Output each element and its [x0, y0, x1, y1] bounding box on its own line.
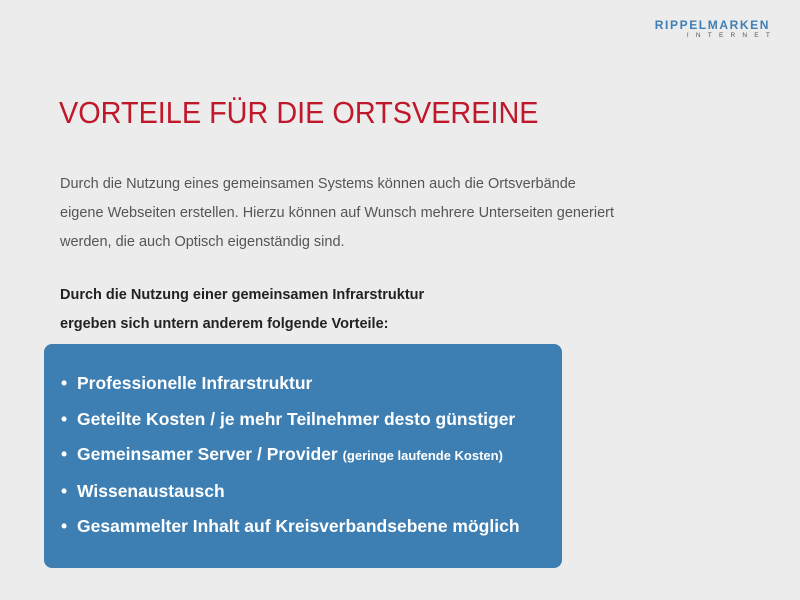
- benefit-item: [61, 474, 562, 510]
- benefit-text: Geteilte Kosten / je mehr Teilnehmer desto günstiger: [77, 408, 516, 429]
- benefits-list: [61, 366, 562, 545]
- logo-brand: RIPPELMARKEN: [654, 18, 770, 32]
- bullet-icon: •: [61, 444, 68, 464]
- intro-line: eigene Webseiten erstellen. Hierzu können auf Wunsch mehrere Unterseiten generiert: [60, 205, 614, 221]
- benefits-intro: [60, 281, 660, 339]
- benefits-box: [44, 344, 562, 568]
- benefit-item: [61, 366, 562, 402]
- bullet-icon: •: [61, 408, 68, 429]
- intro-paragraph: [60, 170, 660, 257]
- intro-line: werden, die auch Optisch eigenständig sind.: [60, 234, 345, 250]
- benefit-item: [61, 437, 562, 474]
- benefit-note: (geringe laufende Kosten): [342, 448, 503, 463]
- bullet-icon: •: [61, 516, 68, 536]
- benefit-text: Wissenaustausch: [77, 480, 225, 501]
- rippelmarken-logo: [654, 18, 777, 40]
- benefit-text: Professionelle Infrarstruktur: [77, 373, 313, 393]
- slide-title: VORTEILE FÜR DIE ORTSVEREINE: [59, 95, 539, 130]
- benefits-intro-line: Durch die Nutzung einer gemeinsamen Infrarstruktur: [60, 287, 425, 303]
- bullet-icon: •: [61, 373, 68, 393]
- intro-line: Durch die Nutzung eines gemeinsamen Systems können auch die Ortsverbände: [60, 176, 576, 192]
- logo-tagline: INTERNET: [686, 32, 777, 39]
- benefit-item: [61, 509, 562, 545]
- benefit-text: Gemeinsamer Server / Provider: [77, 444, 338, 464]
- benefits-intro-line: ergeben sich untern anderem folgende Vorteile:: [60, 316, 389, 332]
- benefit-item: [61, 402, 562, 438]
- bullet-icon: •: [61, 480, 68, 501]
- benefit-text: Gesammelter Inhalt auf Kreisverbandsebene möglich: [77, 516, 520, 536]
